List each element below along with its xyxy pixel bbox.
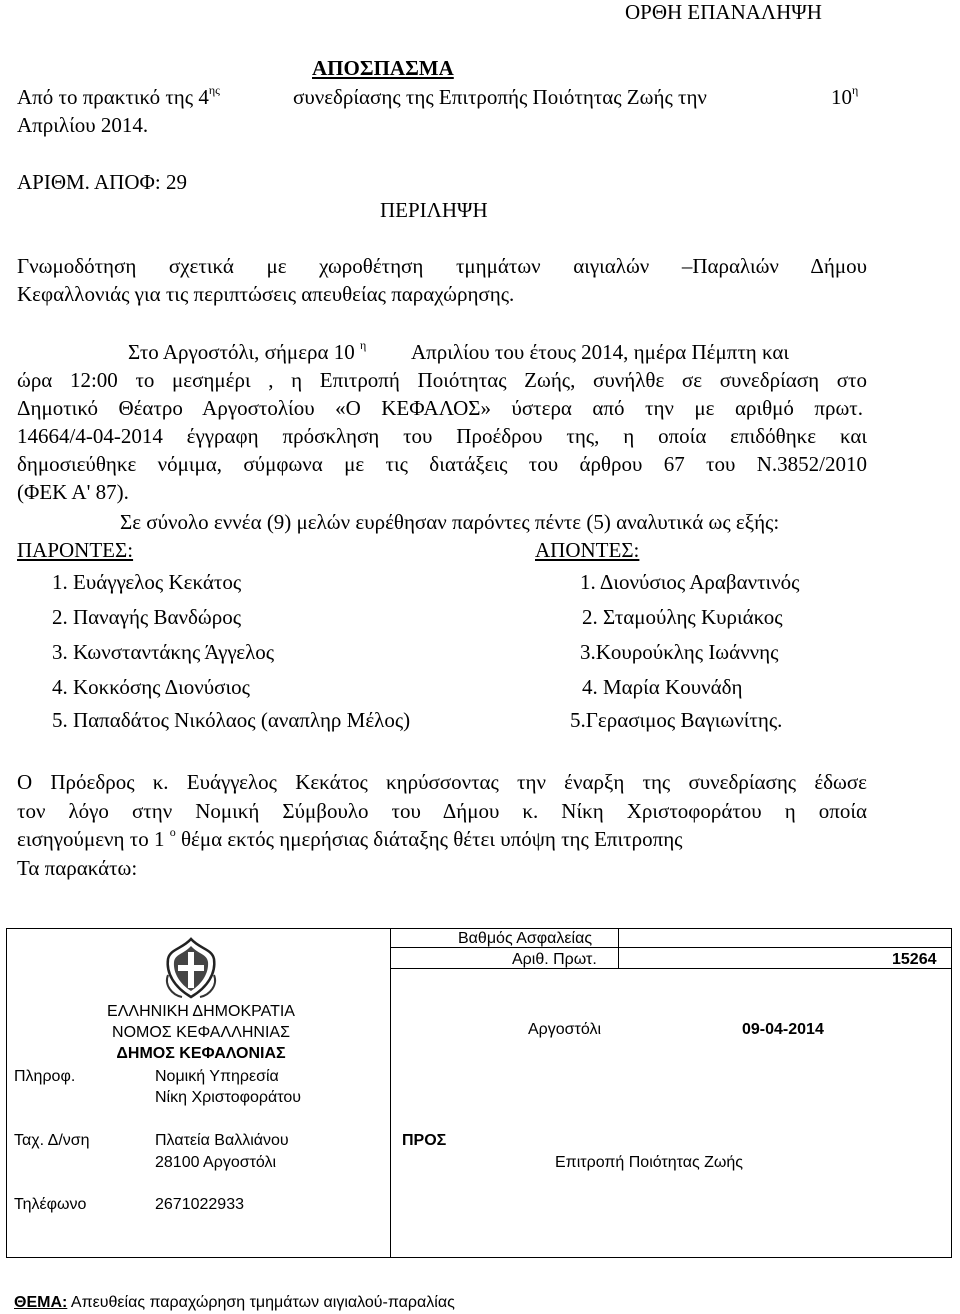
subject-label: ΘΕΜΑ: bbox=[14, 1294, 68, 1311]
subject-text: Απευθείας παραχώρηση τμημάτων αιγιαλού-παραλίας bbox=[70, 1294, 455, 1311]
absent-member: 2. Σταμούλης Κυριάκος bbox=[582, 605, 783, 629]
protocol-number: 15264 bbox=[892, 951, 937, 968]
present-member: 4. Κοκκόσης Διονύσιος bbox=[52, 675, 250, 699]
info-line-2: Νίκη Χριστοφοράτου bbox=[155, 1089, 302, 1106]
absent-member: 3.Κουρούκλης Ιωάννης bbox=[580, 640, 779, 664]
body-line-2: ώρα 12:00 το μεσημέρι , η Επιτροπή Ποιότητας Ζωής, συνήλθε σε συνεδρίαση στο bbox=[17, 368, 867, 392]
decision-number: ΑΡΙΘΜ. ΑΠΟΦ: 29 bbox=[17, 170, 187, 194]
summary-title: ΠΕΡΙΛΗΨΗ bbox=[380, 198, 488, 222]
document-heading: ΑΠΟΣΠΑΣΜΑ bbox=[312, 56, 454, 80]
address-line-2: 28100 Αργοστόλι bbox=[155, 1154, 277, 1171]
closing-line-2: τον λόγο στην Νομική Σύμβουλο του Δήμου κ. Νίκη Χριστοφοράτου η οποία bbox=[17, 799, 867, 823]
place-label: Αργοστόλι bbox=[528, 1021, 602, 1038]
body-line-5: δημοσιεύθηκε νόμιμα, σύμφωνα με τις διατάξεις του άρθρου 67 του Ν.3852/2010 bbox=[17, 452, 867, 476]
protocol-label: Αριθ. Πρωτ. bbox=[512, 951, 597, 968]
present-member: 5. Παπαδάτος Νικόλαος (αναπληρ Μέλος) bbox=[52, 708, 411, 732]
present-title: ΠΑΡΟΝΤΕΣ: bbox=[17, 538, 134, 562]
present-member: 2. Παναγής Βανδώρος bbox=[52, 605, 242, 629]
closing-line-4: Τα παρακάτω: bbox=[17, 856, 138, 880]
intro-line-2: Απριλίου 2014. bbox=[17, 113, 149, 137]
to-label: ΠΡΟΣ bbox=[402, 1132, 447, 1149]
address-label: Ταχ. Δ/νση bbox=[14, 1132, 90, 1149]
body-line-1b: Απριλίου του έτους 2014, ημέρα Πέμπτη και bbox=[411, 340, 790, 364]
intro-line-1b: συνεδρίασης της Επιτροπής Ποιότητας Ζωής την bbox=[293, 85, 707, 109]
body-line-1a: Στο Αργοστόλι, σήμερα 10 $^\eta$ bbox=[128, 338, 367, 364]
column-divider bbox=[390, 928, 391, 1258]
address-line-1: Πλατεία Βαλλιάνου bbox=[155, 1132, 289, 1149]
intro-line-1c: $10^\eta$ bbox=[831, 83, 859, 109]
summary-line-2: Κεφαλλονιάς για τις περιπτώσεις απευθείας παραχώρησης. bbox=[17, 282, 515, 306]
present-member: 1. Ευάγγελος Κεκάτος bbox=[52, 570, 242, 594]
body-line-3: Δημοτικό Θέατρο Αργοστολίου «Ο ΚΕΦΑΛΟΣ» ύστερα από την με αριθμό πρωτ. bbox=[17, 396, 863, 420]
intro-superscript: ης bbox=[208, 83, 220, 97]
body-line-6: (ΦΕΚ Α' 87). bbox=[17, 480, 129, 504]
municipality-label: ΔΗΜΟΣ ΚΕΦΑΛΟΝΙΑΣ bbox=[116, 1045, 286, 1062]
absent-member: 1. Διονύσιος Αραβαντινός bbox=[580, 570, 800, 594]
body-line-4: 14664/4-04-2014 έγγραφη πρόσκληση του Προέδρου της, η οποία επιδόθηκε και bbox=[17, 424, 867, 448]
letterhead-box bbox=[6, 928, 952, 1258]
row-divider bbox=[390, 968, 952, 969]
info-line-1: Νομική Υπηρεσία bbox=[155, 1068, 279, 1085]
absent-title: ΑΠΟΝΤΕΣ: bbox=[535, 538, 640, 562]
info-label: Πληροφ. bbox=[14, 1068, 76, 1085]
phone-number: 2671022933 bbox=[155, 1196, 244, 1213]
subject-line bbox=[14, 1294, 455, 1312]
present-member: 3. Κωνσταντάκης Άγγελος bbox=[52, 640, 275, 664]
body-paragraph-2: Σε σύνολο εννέα (9) μελών ευρέθησαν παρόντες πέντε (5) αναλυτικά ως εξής: bbox=[120, 510, 780, 534]
prefecture-label: ΝΟΜΟΣ ΚΕΦΑΛΛΗΝΙΑΣ bbox=[112, 1024, 290, 1041]
intro-line-1a: Από το πρακτικό της $4^{\eta\varsigma}$ bbox=[17, 83, 220, 109]
republic-label: ΕΛΛΗΝΙΚΗ ΔΗΜΟΚΡΑΤΙΑ bbox=[107, 1003, 295, 1020]
summary-line-1: Γνωμοδότηση σχετικά με χωροθέτηση τμημάτων αιγιαλών –Παραλιών Δήμου bbox=[17, 254, 867, 278]
phone-label: Τηλέφωνο bbox=[14, 1196, 87, 1213]
top-right-note: ΟΡΘΗ ΕΠΑΝΑΛΗΨΗ bbox=[625, 0, 822, 24]
cell-divider bbox=[618, 928, 619, 968]
greek-coat-of-arms-icon bbox=[160, 935, 222, 1001]
recipient: Επιτροπή Ποιότητας Ζωής bbox=[555, 1154, 744, 1171]
absent-member: 4. Μαρία Κουνάδη bbox=[582, 675, 743, 699]
security-label: Βαθμός Ασφαλείας bbox=[458, 930, 593, 947]
absent-member: 5.Γερασιμος Βαγιωνίτης. bbox=[570, 708, 783, 732]
closing-line-3: εισηγούμενη το 1 $^o$ θέμα εκτός ημερήσιας διάταξης θέτει υπόψη της Επιτροπης bbox=[17, 825, 683, 851]
document-date: 09-04-2014 bbox=[742, 1021, 824, 1038]
closing-line-1: Ο Πρόεδρος κ. Ευάγγελος Κεκάτος κηρύσσοντας την έναρξη της συνεδρίασης έδωσε bbox=[17, 770, 867, 794]
